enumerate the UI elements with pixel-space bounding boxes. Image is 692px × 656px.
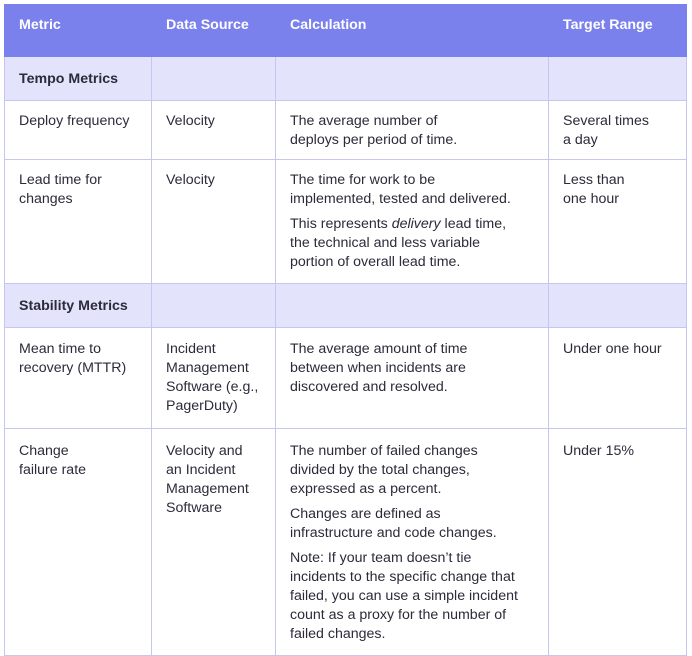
section-title-tempo: Tempo Metrics: [5, 57, 152, 101]
section-cell: [549, 284, 687, 328]
calculation-text: Note: If your team doesn’t tie incidents to the specific change that failed, you can use a simple incident count as a proxy for the number of failed changes.: [290, 550, 518, 642]
metrics-table: [4, 4, 687, 656]
section-cell: [276, 57, 549, 101]
header-calculation: Calculation: [276, 5, 549, 57]
target-cell: Under one hour: [549, 328, 687, 429]
metrics-table-container: [4, 4, 686, 656]
calc-text-before: This represents: [290, 216, 392, 232]
table-row-mttr: [5, 328, 687, 429]
calculation-cell: [276, 101, 549, 160]
calculation-text: The number of failed changes divided by the total changes, expressed as a percent.: [290, 443, 478, 497]
calculation-cell: [276, 160, 549, 284]
section-cell: [276, 284, 549, 328]
section-cell: [152, 57, 276, 101]
table-row-deploy-frequency: [5, 101, 687, 160]
header-target-range: Target Range: [549, 5, 687, 57]
calculation-text: Changes are defined as infrastructure and code changes.: [290, 506, 497, 541]
calculation-text: [290, 215, 534, 272]
header-metric: Metric: [5, 5, 152, 57]
section-cell: [549, 57, 687, 101]
target-cell: Less than one hour: [549, 160, 687, 284]
metric-cell: Mean time to recovery (MTTR): [5, 328, 152, 429]
section-row-tempo: [5, 57, 687, 101]
metric-cell: Deploy frequency: [5, 101, 152, 160]
table-row-lead-time: [5, 160, 687, 284]
calc-text-emphasis: delivery: [391, 216, 441, 232]
section-row-stability: [5, 284, 687, 328]
source-cell: Velocity: [152, 160, 276, 284]
target-cell: Several times a day: [549, 101, 687, 160]
section-cell: [152, 284, 276, 328]
section-title-stability: Stability Metrics: [5, 284, 152, 328]
source-cell: Incident Management Software (e.g., PagerDuty): [152, 328, 276, 429]
calc-text-after: lead time, the technical and less variable portion of overall lead time.: [290, 216, 507, 270]
header-row: [5, 5, 687, 57]
calculation-text: The average number of deploys per period of time.: [290, 113, 458, 148]
target-cell: Under 15%: [549, 429, 687, 656]
metric-cell: Lead time for changes: [5, 160, 152, 284]
calculation-cell: [276, 429, 549, 656]
metric-cell: Change failure rate: [5, 429, 152, 656]
calculation-cell: [276, 328, 549, 429]
source-cell: Velocity and an Incident Management Software: [152, 429, 276, 656]
calculation-text: The average amount of time between when incidents are discovered and resolved.: [290, 341, 468, 395]
header-data-source: Data Source: [152, 5, 276, 57]
table-row-change-failure-rate: [5, 429, 687, 656]
calculation-text: The time for work to be implemented, tested and delivered.: [290, 172, 511, 207]
source-cell: Velocity: [152, 101, 276, 160]
